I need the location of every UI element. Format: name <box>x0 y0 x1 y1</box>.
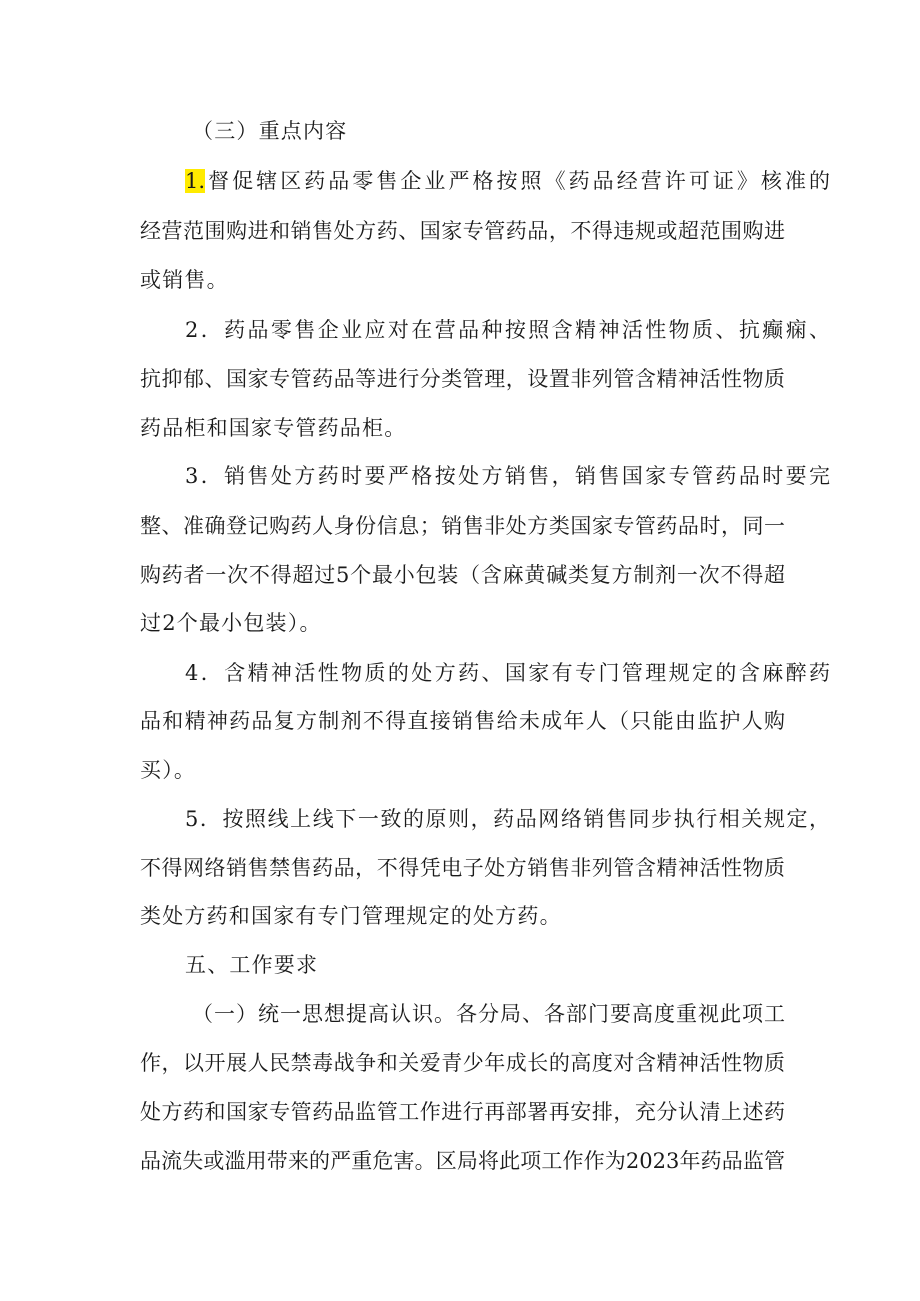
subsection-line-2: 作，以开展人民禁毒战争和关爱青少年成长的高度对含精神活性物质 <box>140 1051 785 1075</box>
item-4-line-1: 4．含精神活性物质的处方药、国家有专门管理规定的含麻醉药 <box>185 661 830 685</box>
item-3-line-1: 3．销售处方药时要严格按处方销售，销售国家专管药品时要完 <box>185 464 830 488</box>
item-5-line-3: 类处方药和国家有专门管理规定的处方药。 <box>140 904 562 928</box>
item-4-line-3: 买）。 <box>140 758 197 782</box>
item-1-line-2: 经营范围购进和销售处方药、国家专管药品，不得违规或超范围购进 <box>140 219 785 243</box>
highlighted-item-number: 1. <box>185 169 206 193</box>
item-4-line-2: 品和精神药品复方制剂不得直接销售给未成年人（只能由监护人购 <box>140 709 785 733</box>
item-5-line-2: 不得网络销售禁售药品，不得凭电子处方销售非列管含精神活性物质 <box>140 856 785 880</box>
section-heading: （三）重点内容 <box>192 119 348 143</box>
item-2-line-2: 抗抑郁、国家专管药品等进行分类管理，设置非列管含精神活性物质 <box>140 367 785 391</box>
item-1-line-1-text: 督促辖区药品零售企业严格按照《药品经营许可证》核准的 <box>205 169 830 193</box>
subsection-line-4: 品流失或滥用带来的严重危害。区局将此项工作作为2023年药品监管 <box>140 1149 785 1173</box>
item-2-line-3: 药品柜和国家专管药品柜。 <box>140 416 407 440</box>
item-5-line-1: 5．按照线上线下一致的原则，药品网络销售同步执行相关规定， <box>185 807 830 831</box>
item-3-line-3: 购药者一次不得超过5个最小包装（含麻黄碱类复方制剂一次不得超 <box>140 563 785 587</box>
item-1-line-3: 或销售。 <box>140 268 229 292</box>
item-3-line-4: 过2个最小包装）。 <box>140 611 322 635</box>
part-heading: 五、工作要求 <box>185 953 319 977</box>
subsection-line-1: （一）统一思想提高认识。各分局、各部门要高度重视此项工 <box>192 1002 785 1026</box>
item-1-line-1 <box>185 168 830 194</box>
item-3-line-2: 整、准确登记购药人身份信息；销售非处方类国家专管药品时，同一 <box>140 514 785 538</box>
subsection-line-3: 处方药和国家专管药品监管工作进行再部署再安排，充分认清上述药 <box>140 1100 785 1124</box>
item-2-line-1: 2．药品零售企业应对在营品种按照含精神活性物质、抗癫痫、 <box>185 318 830 342</box>
